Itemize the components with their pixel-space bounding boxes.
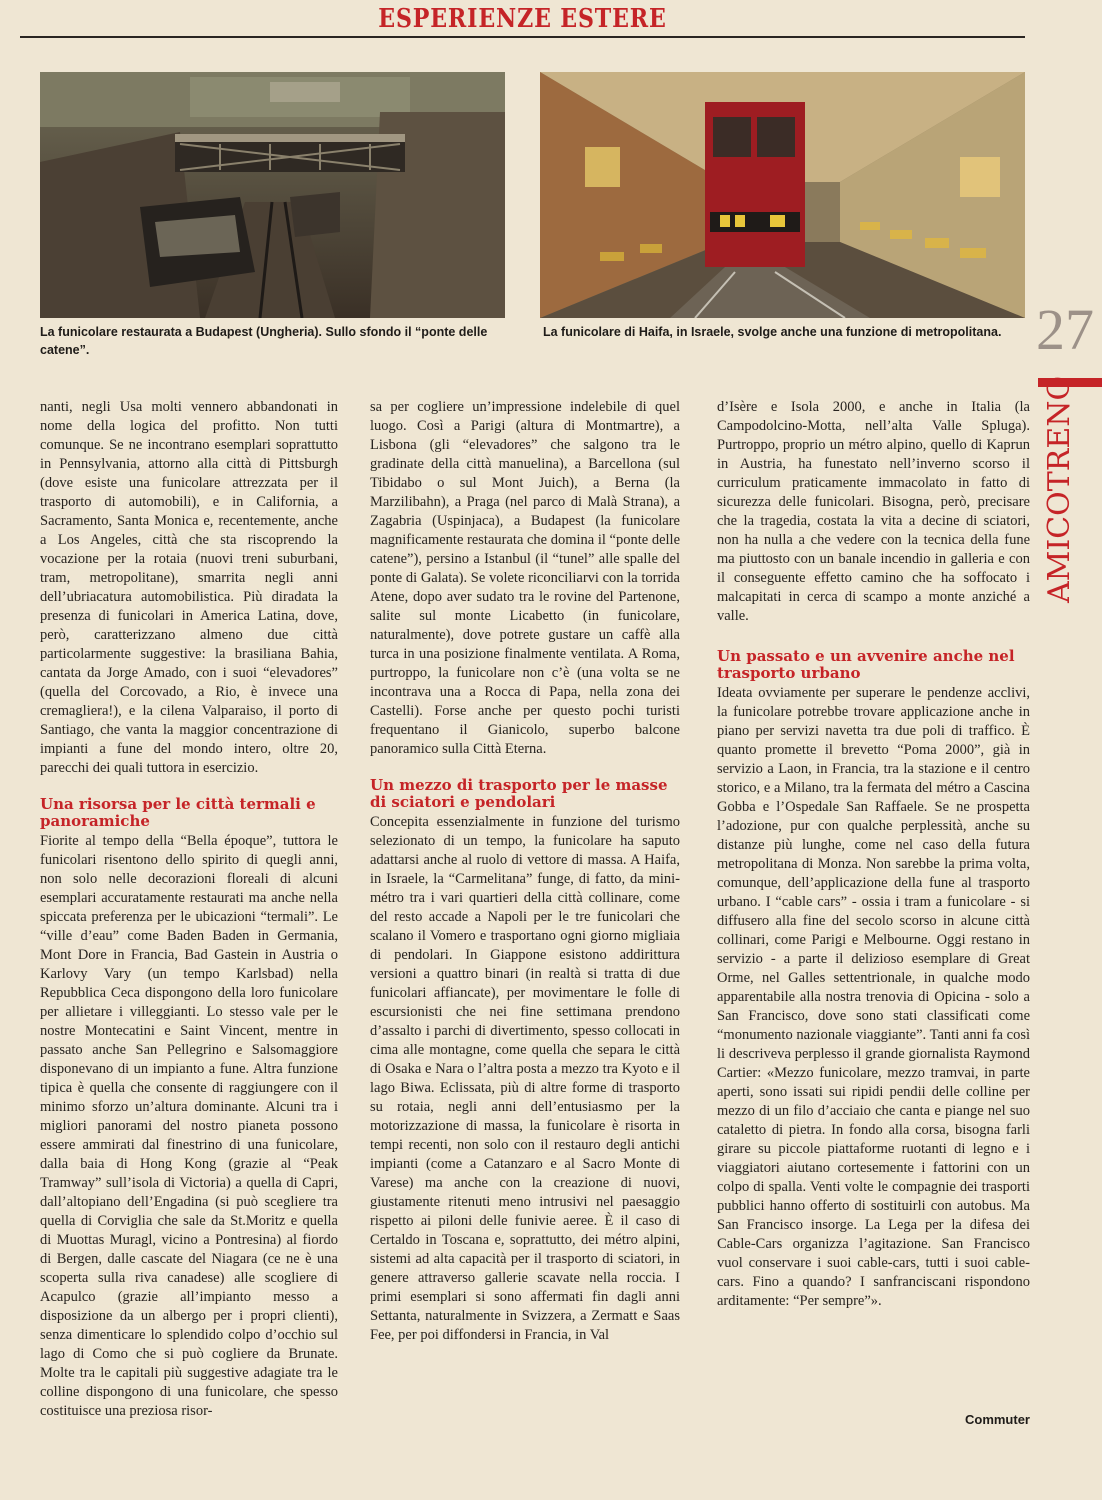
funicular-budapest-photo: [40, 72, 505, 318]
paragraph: Ideata ovviamente per superare le pendenze acclivi, la funicolare potrebbe trovare applicazione anche in piano per servizi navetta tra due poli di traffico. È quanto promette il brevetto “Poma 2000”, già in servizio a Laon, in Francia, tra la stazione e il centro storico, e a Milano, tra la fermata del métro a Cascina Gobba e l’Ospedale San Raffaele. Se ne prospetta l’adozione, pur con qualche perplessità, anche su distanze più lunghe, come nel caso della futura metropolitana di Monza. Non sarebbe la prima volta, comunque, dell’applicazione della fune al trasporto urbano. I “cable cars” - ossia i tram a funicolare - si diffusero alla fine del secolo scorso in alcune città collinari, come Parigi e Melbourne. Oggi restano in servizio - a parte il delizioso esemplare di Great Orme, nel Galles settentrionale, in qualche modo apparentabile alla nostra trenovia di Opicina - solo a San Francisco, dove sono stati classificati come “monumento nazionale viaggiante”. Tanti anni fa così li descriveva perplesso il grande giornalista Raymond Cartier: «Mezzo funicolare, mezzo tramvai, in parte aperti, sono issati sui ripidi pendii delle colline per mezzo di un filo d’acciaio che canta e piange nel suo cataletto di pietra. In fondo alla corsa, bisogna farli girare su piccole piattaforme ruotanti di legno e i viaggiatori aiutano cortesemente i fattorini con un colpo di spalla. Venti volte le compagnie dei trasporti pubblici hanno offerto di sostituirli con autobus. Ma San Francisco insorge. La Lega per la difesa dei Cable-Cars organizza l’agitazione. San Francisco vuol conservare i suoi cable-cars, tutti i suoi cable-cars. Fino a quando? I sanfranciscani rispondono arditamente: “Per sempre”».: [717, 685, 1030, 1309]
article-column-3: [717, 398, 1030, 1311]
article-column-1: [40, 398, 338, 1421]
photo-caption-left: La funicolare restaurata a Budapest (Ungheria). Sullo sfondo il “ponte delle catene”.: [40, 325, 488, 357]
author-signature: Commuter: [964, 1412, 1030, 1427]
photo-haifa-funicular: [540, 72, 1025, 318]
section-heading: Un passato e un avvenire anche nel trasporto urbano: [717, 647, 1015, 682]
section-title: ESPERIENZE ESTERE: [378, 4, 667, 34]
article-column-2: [370, 398, 680, 1345]
paragraph: Concepita essenzialmente in funzione del turismo selezionato di un tempo, la funicolare ha saputo adattarsi anche al ruolo di vettore di massa. A Haifa, in Israele, la “Carmelitana” funge, di fatto, da mini-métro tra i vari quartieri della città collinare, come del resto accade a Napoli per le tre funicolari che scalano il Vomero e trasportano ogni giorno migliaia di pendolari. In Giappone esistono addirittura versioni a quattro binari (in realtà si tratta di due funicolari affiancate), per movimentare le folle di escursionisti che nei fine settimana prendono d’assalto i parchi di divertimento, spesso collocati in cima alle montagne, come quella che separa le città di Osaka e Nara o l’altra posta a mezzo tra Kyoto e il lago Biwa. Eclissata, più di altre forme di trasporto su rotaia, negli anni dell’entusiasmo per la motorizzazione di massa, la funicolare è risorta in tempi recenti, non solo con il restauro degli antichi impianti (come a Catanzaro e al Sacro Monte di Varese) ma anche con la creazione di nuovi, giustamente ritenuti meno intrusivi nel paesaggio rispetto ai piloni delle funivie aeree. È il caso di Certaldo in Toscana e, soprattutto, dei métro alpini, sistemi ad alta capacità per il trasporto di sciatori, in genere attraverso gallerie scavate nella roccia. I primi esemplari si sono affermati fin dagli anni Settanta, naturalmente in Svizzera, a Zermatt e Saas Fee, per poi diffondersi in Francia, in Val: [370, 814, 680, 1343]
section-heading: Un mezzo di trasporto per le masse di sciatori e pendolari: [370, 776, 668, 811]
photo-caption-right: La funicolare di Haifa, in Israele, svolge anche una funzione di metropolitana.: [543, 325, 1002, 339]
page-header: [20, 0, 1025, 40]
paragraph: nanti, negli Usa molti vennero abbandonati in nome della logica del profitto. Non tutti comunque. Se ne incontrano esemplari soprattutto in Pennsylvania, attorno alla città di Pittsburgh (dove esiste una funicolare attrezzata per il trasporto di automobili), e in California, a Sacramento, Santa Monica e, recentemente, anche a Los Angeles, città che sta riscoprendo la vocazione per la rotaia (nuovi treni suburbani, tram, metropolitane), smarrita negli anni dell’ubriacatura automobilistica. Più diradata la presenza di funicolari in America Latina, dove, però, caratterizzano almeno due città particolarmente suggestive: la brasiliana Bahia, cantata da Jorge Amado, con i suoi “elevadores” (quella del Corcovado, a Rio, è invece una cremagliera!), e la cilena Valparaiso, il porto di Santiago, che vanta la maggior concentrazione di impianti a fune del mondo intero, oltre 20, parecchi dei quali tuttora in esercizio.: [40, 399, 338, 776]
photo-budapest-funicular: [40, 72, 505, 318]
magazine-name: AMICOTRENO: [1042, 375, 1077, 603]
page-number: 27: [1036, 297, 1094, 362]
funicular-haifa-photo: [540, 72, 1025, 318]
paragraph: sa per cogliere un’impressione indelebile di quel luogo. Così a Parigi (altura di Montmartre), a Lisbona (gli “elevadores” che salgono tra le gradinate della città manuelina), a Barcellona (sul Tibidabo o sul Mont Juich), a Berna (la Marzilibahn), a Praga (nel parco di Malà Strana), a Zagabria (Uspinjaca), a Budapest (la funicolare magnificamente restaurata che domina il “ponte delle catene”), persino a Istanbul (il “tunel” alle spalle del ponte di Galata). Se volete riconciliarvi con la torrida Atene, dopo aver sudato tra le rovine del Partenone, salite sul monte Licabetto (in funicolare, naturalmente), dove potrete gustare un caffè alla turca in una posizione finalmente ventilata. A Roma, purtroppo, la funicolare non c’è (una volta se ne incontrava una a Rocca di Papa, nella zona dei Castelli). Forse anche per questo pochi turisti frequentano il Gianicolo, superbo balcone panoramico sulla Città Eterna.: [370, 399, 681, 757]
paragraph: Fiorite al tempo della “Bella époque”, tuttora le funicolari risentono dello spirito di quegli anni, non solo nelle decorazioni floreali di alcuni esemplari accuratamente restaurati ma anche nella spiccata preferenza per le ubicazioni “termali”. Le “ville d’eau” come Baden Baden in Germania, Mont Dore in Francia, Bad Gastein in Austria o Karlovy Vary (un tempo Karlsbad) nella Repubblica Ceca dispongono della loro funicolare per allietare i villeggianti. Lo stesso vale per le nostre Montecatini e Saint Vincent, mentre in passato anche San Pellegrino e Salsomaggiore disponevano di un impianto a fune. Altra funzione tipica è quella che consente di raggiungere con il minimo sforzo un’altura dominante. Alcuni tra i migliori panorami del nostro pianeta possono essere ammirati dal finestrino di una funicolare, dalla baia di Hong Kong (grazie al “Peak Tramway” sull’isola di Victoria) a quella di Capri, dall’altopiano dell’Engadina (si può scegliere tra quella di Corviglia che sale da St.Moritz e quella di Muottas Muragl, vicino a Pontresina) al fiordo di Bergen, dalle cascate del Niagara (ce ne è una scoperta sulla riva canadese) alle scogliere di Acapulco (grazie all’impianto messo a disposizione da un albergo per i propri clienti), senza dimenticare lo splendido colpo d’occhio sul lago di Como che si può cogliere da Brunate. Molte tra le capitali più suggestive adagiate tra le colline dispongono di una funicolare, che spesso costituisce una preziosa risor-: [40, 833, 338, 1419]
paragraph: d’Isère e Isola 2000, e anche in Italia (la Campodolcino-Motta, nell’alta Valle Spluga). Purtroppo, proprio un métro alpino, quello di Kaprun in Austria, ha funestato nell’inverno scorso il curriculum praticamente immacolato in fatto di sicurezza delle funicolari. Bisogna, però, precisare che la tragedia, costata la vita a decine di sciatori, non ha nulla a che vedere con la tecnica della fune ma piuttosto con un banale incendio in galleria e con il conseguente effetto camino che ha soffocato i malcapitati in cerca di scampo a monte anziché a valle.: [717, 399, 1030, 624]
header-rule: [20, 36, 1025, 38]
section-heading: Una risorsa per le città termali e panoramiche: [40, 795, 316, 830]
